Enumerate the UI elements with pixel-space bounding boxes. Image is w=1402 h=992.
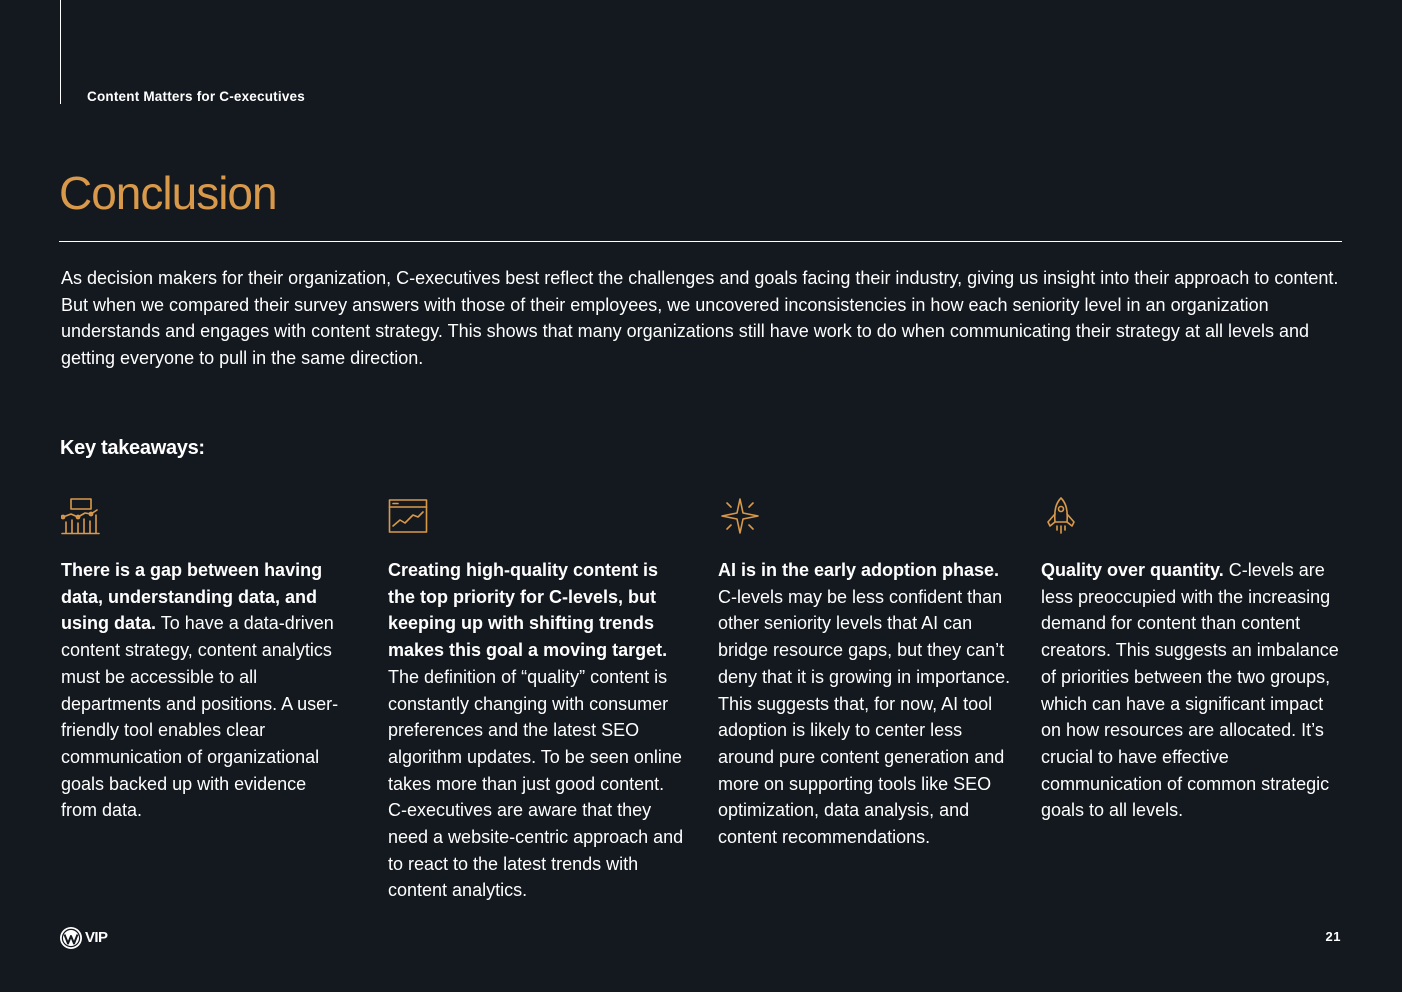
takeaway-card — [1041, 495, 1341, 824]
analytics-chart-icon — [61, 495, 103, 539]
takeaway-card — [718, 495, 1013, 851]
takeaway-body: To have a data-driven content strategy, content analytics must be accessible to all departments and positions. A user-friendly tool enables clear communication of organizational goals backed up with evidence from data. — [61, 613, 339, 821]
wordpress-vip-logo — [59, 926, 107, 950]
sparkle-icon — [718, 495, 760, 539]
rocket-icon — [1041, 495, 1083, 539]
takeaway-bold-lead: Quality over quantity. — [1041, 560, 1224, 580]
takeaway-text — [388, 557, 688, 904]
logo-text: VIP — [85, 929, 108, 946]
takeaway-body: The definition of “quality” content is constantly changing with consumer preferences and the latest SEO algorithm updates. To be seen online takes more than just good content. C-executives are aware that they need a website-centric approach and to react to the latest trends with content analytics. — [388, 666, 684, 901]
takeaway-card — [61, 495, 346, 824]
takeaway-bold-lead: There is a gap between having data, understanding data, and using data. — [61, 560, 323, 634]
takeaway-bold-lead: Creating high-quality content is the top priority for C-levels, but keeping up with shifting trends makes this goal a moving target. — [388, 560, 668, 661]
takeaway-text — [718, 557, 1013, 851]
takeaway-body: C-levels may be less confident than other seniority levels that AI can bridge resource gaps, but they can’t deny that it is growing in importance. This suggests that, for now, AI tool adoption is likely to center less around pure content generation and more on supporting tools like SEO optimization, data analysis, and content recommendations. — [718, 586, 1011, 848]
title-divider — [59, 241, 1342, 242]
page-number: 21 — [1325, 929, 1341, 944]
takeaway-body: C-levels are less preoccupied with the increasing demand for content than content creators. This suggests an imbalance of priorities between the two groups, which can have a significant impact on how resources are allocated. It’s crucial to have effective communication of common strategic goals to all levels. — [1041, 560, 1339, 821]
takeaway-card — [388, 495, 688, 904]
intro-paragraph: As decision makers for their organization, C-executives best reflect the challenges and goals facing their industry, giving us insight into their approach to content. But when we compared their survey answers with those of their employees, we uncovered inconsistencies in how each seniority level in an organization understands and engages with content strategy. This shows that many organizations still have work to do when communicating their strategy at all levels and getting everyone to pull in the same direction. — [61, 268, 1339, 369]
takeaway-text — [1041, 557, 1341, 824]
takeaway-bold-lead: AI is in the early adoption phase. — [718, 560, 1000, 580]
wordpress-logo-icon — [59, 926, 83, 950]
line-graph-window-icon — [388, 495, 430, 539]
page-title: Conclusion — [59, 167, 277, 219]
key-takeaways-heading: Key takeaways: — [60, 437, 205, 459]
takeaway-text — [61, 557, 346, 824]
section-label: Content Matters for C-executives — [87, 89, 305, 104]
header-vertical-rule — [60, 0, 61, 104]
